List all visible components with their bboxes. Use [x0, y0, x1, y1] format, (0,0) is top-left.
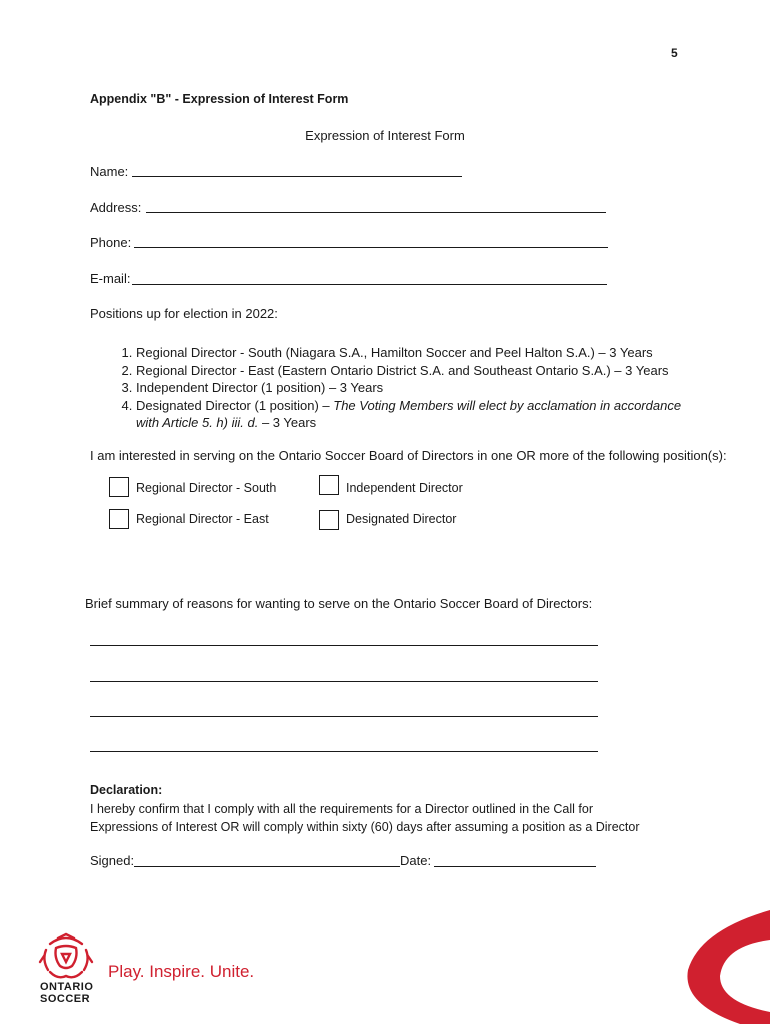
- positions-heading: Positions up for election in 2022:: [90, 306, 278, 321]
- position-suffix: – 3 Years: [258, 415, 317, 430]
- name-label: Name:: [90, 164, 129, 179]
- email-field[interactable]: [132, 284, 607, 285]
- checkbox-label-regional-south: Regional Director - South: [136, 481, 277, 495]
- logo-wordmark: [40, 981, 93, 1005]
- position-prefix: Designated Director (1 position) –: [136, 397, 334, 413]
- phone-field[interactable]: [134, 247, 608, 248]
- summary-line-2[interactable]: [90, 681, 598, 682]
- email-label: E-mail:: [90, 271, 131, 286]
- logo-line-soccer: SOCCER: [40, 993, 91, 1005]
- declaration-heading: Declaration:: [90, 783, 163, 797]
- checkbox-label-regional-east: Regional Director - East: [136, 512, 269, 526]
- address-field[interactable]: [146, 212, 606, 213]
- checkbox-label-designated: Designated Director: [346, 512, 457, 526]
- position-item: [136, 397, 696, 432]
- appendix-title: Appendix "B" - Expression of Interest Form: [90, 92, 349, 106]
- interest-statement: I am interested in serving on the Ontario Soccer Board of Directors in one OR more of the following position(s):: [90, 448, 727, 463]
- address-label: Address:: [90, 200, 142, 215]
- checkbox-regional-east[interactable]: [109, 509, 129, 529]
- declaration-line-1: I hereby confirm that I comply with all the requirements for a Director outlined in the Call for: [90, 802, 593, 816]
- position-item: 3. Independent Director (1 position) – 3 Years: [136, 379, 696, 397]
- logo-line-ontario: ONTARIO: [40, 981, 94, 993]
- signature-field[interactable]: [134, 866, 400, 867]
- checkbox-independent[interactable]: [319, 475, 339, 495]
- summary-line-1[interactable]: [90, 645, 598, 646]
- declaration-text: [90, 800, 690, 836]
- position-note: The Voting Members will elect by acclamation in accordance with Article 5. h) iii. d.: [136, 397, 682, 430]
- summary-line-4[interactable]: [90, 751, 598, 752]
- date-label: Date:: [400, 853, 432, 868]
- checkbox-label-independent: Independent Director: [346, 481, 463, 495]
- declaration-line-2: Expressions of Interest OR will comply within sixty (60) days after assuming a position as a Director: [90, 820, 640, 834]
- summary-line-3[interactable]: [90, 716, 598, 717]
- form-title: Expression of Interest Form: [305, 128, 465, 143]
- checkbox-designated[interactable]: [319, 510, 339, 530]
- position-item: 1. Regional Director - South (Niagara S.A., Hamilton Soccer and Peel Halton S.A.) – 3 Years: [136, 344, 696, 362]
- phone-label: Phone:: [90, 235, 132, 250]
- name-field[interactable]: [132, 176, 462, 177]
- position-item: 2. Regional Director - East (Eastern Ontario District S.A. and Southeast Ontario S.A.) – 3 Years: [136, 362, 696, 380]
- checkbox-regional-south[interactable]: [109, 477, 129, 497]
- brand-swoosh-icon: [680, 900, 770, 1024]
- date-field[interactable]: [434, 866, 596, 867]
- summary-label: Brief summary of reasons for wanting to serve on the Ontario Soccer Board of Directors:: [85, 596, 593, 611]
- page-number: 5: [671, 46, 678, 60]
- tagline: Play. Inspire. Unite.: [108, 962, 255, 981]
- positions-list: [90, 344, 696, 432]
- signed-label: Signed:: [90, 853, 135, 868]
